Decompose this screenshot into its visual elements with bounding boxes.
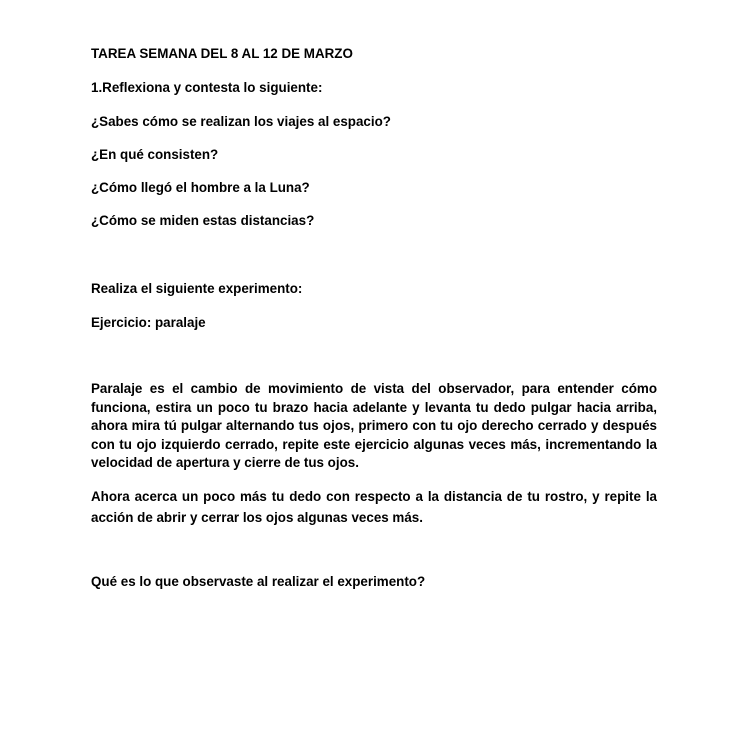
final-question: Qué es lo que observaste al realizar el experimento? [91, 574, 426, 589]
experiment-heading: Realiza el siguiente experimento: [91, 281, 303, 296]
question-3: ¿Cómo llegó el hombre a la Luna? [91, 180, 310, 195]
document-title: TAREA SEMANA DEL 8 AL 12 DE MARZO [91, 46, 353, 61]
instruction-text: 1.Reflexiona y contesta lo siguiente: [91, 80, 323, 95]
paragraph-second-instruction: Ahora acerca un poco más tu dedo con respecto a la distancia de tu rostro, y repite la acción de abrir y cerrar los ojos algunas veces más. [91, 489, 657, 525]
exercise-label: Ejercicio: paralaje [91, 315, 206, 330]
question-1: ¿Sabes cómo se realizan los viajes al espacio? [91, 114, 391, 129]
question-2: ¿En qué consisten? [91, 147, 219, 162]
question-4: ¿Cómo se miden estas distancias? [91, 213, 315, 228]
paragraph-parallax-explanation: Paralaje es el cambio de movimiento de vista del observador, para entender cómo funciona, estira un poco tu brazo hacia adelante y levanta tu dedo pulgar hacia arriba, ahora mira tú pulgar alternando tus ojos, primero con tu ojo derecho cerrado y después con tu ojo izquierdo cerrado, repite este ejercicio algunas veces más, incrementando la velocidad de apertura y cierre de tus ojos. [91, 381, 657, 471]
